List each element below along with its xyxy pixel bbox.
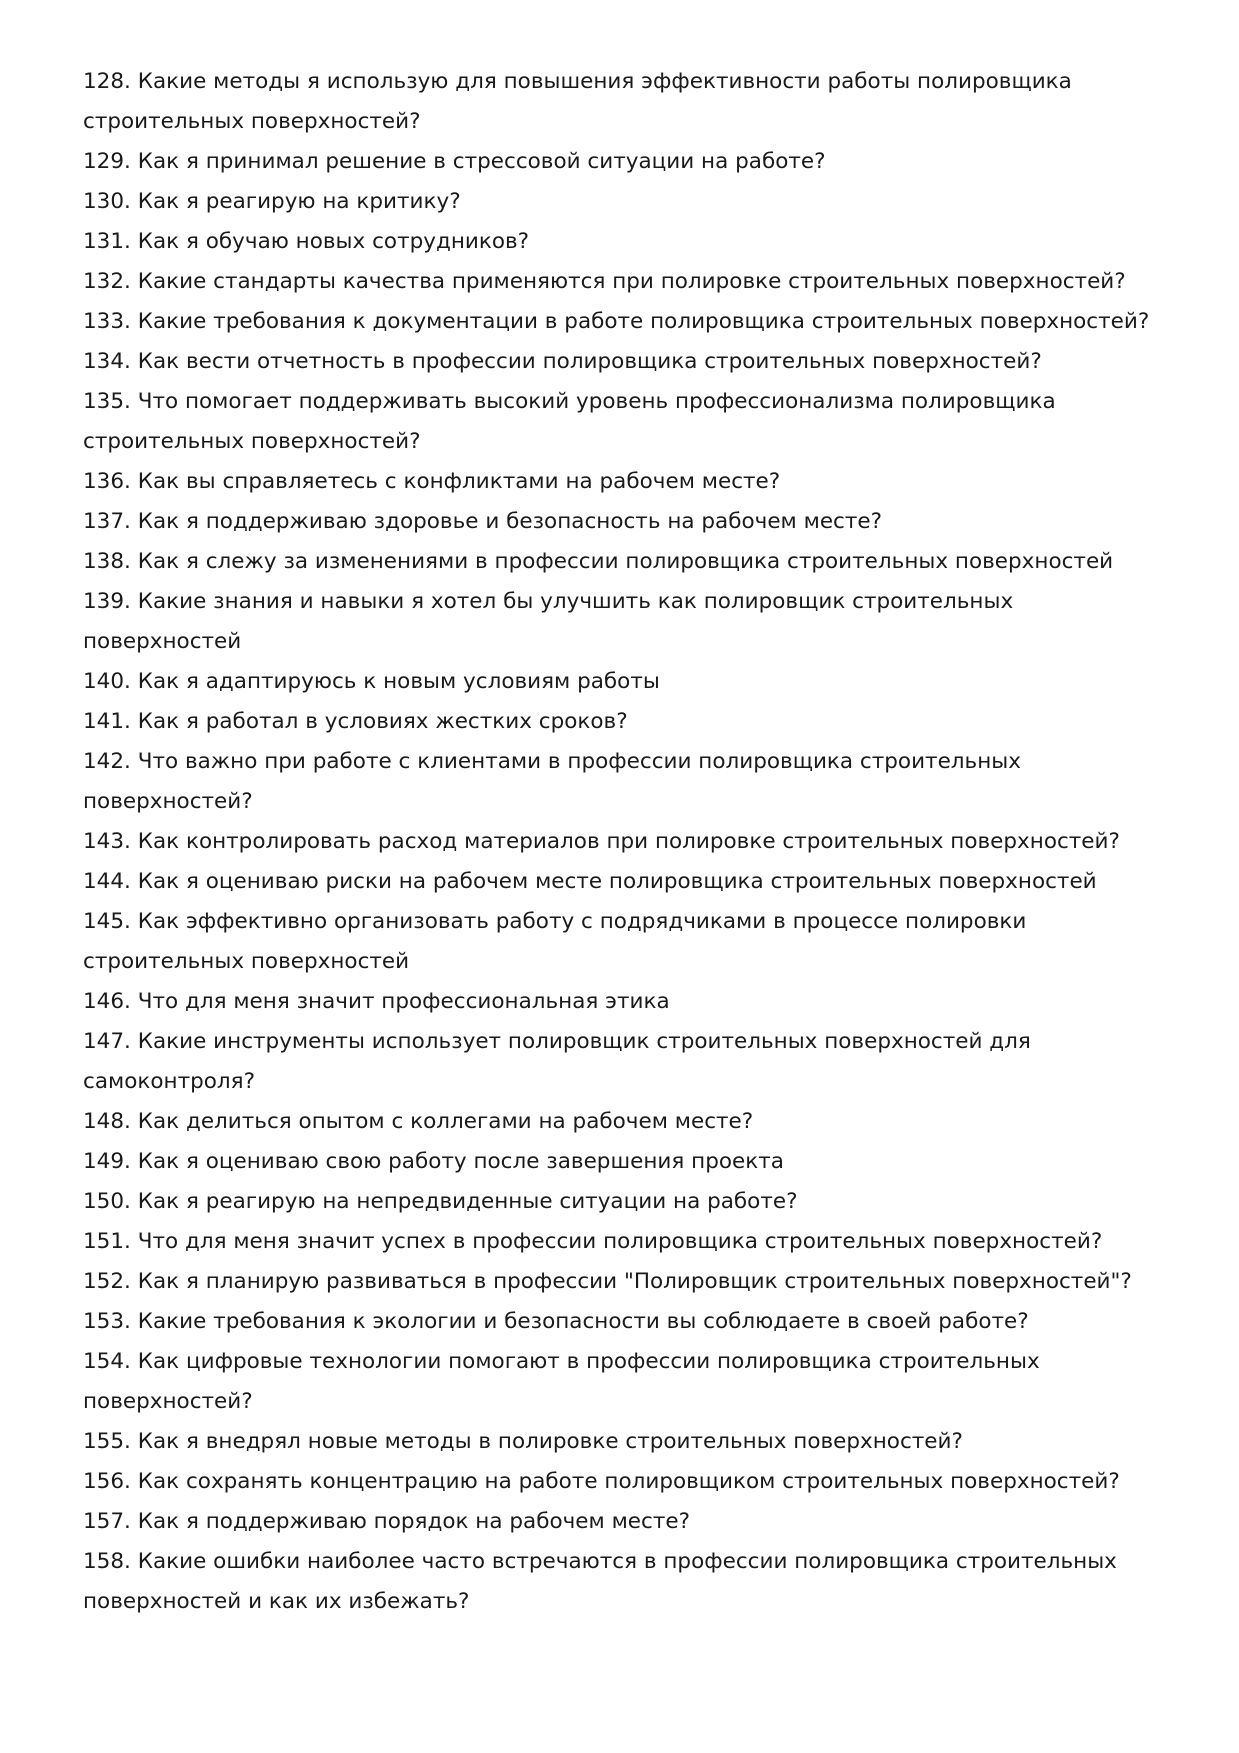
question-item: 157. Как я поддерживаю порядок на рабочем месте? [83,1509,691,1534]
question-item: 146. Что для меня значит профессиональная этика [83,989,670,1014]
question-item: 134. Как вести отчетность в профессии полировщика строительных поверхностей? [83,349,1042,374]
question-item: 158. Какие ошибки наиболее часто встречаются в профессии полировщика строительных поверхностей и как их избежать? [83,1549,1117,1614]
question-item: 139. Какие знания и навыки я хотел бы улучшить как полировщик строительных поверхностей [83,589,1014,654]
question-item: 130. Как я реагирую на критику? [83,189,461,214]
question-item: 150. Как я реагирую на непредвиденные ситуации на работе? [83,1189,798,1214]
question-item: 137. Как я поддерживаю здоровье и безопасность на рабочем месте? [83,509,883,534]
question-list [83,62,1173,1622]
question-item: 145. Как эффективно организовать работу с подрядчиками в процессе полировки строительных поверхностей [83,909,1027,974]
question-item: 133. Какие требования к документации в работе полировщика строительных поверхностей? [83,309,1150,334]
question-item: 136. Как вы справляетесь с конфликтами на рабочем месте? [83,469,781,494]
question-item: 147. Какие инструменты использует полировщик строительных поверхностей для самоконтроля? [83,1029,1031,1094]
question-item: 131. Как я обучаю новых сотрудников? [83,229,530,254]
question-item: 142. Что важно при работе с клиентами в профессии полировщика строительных поверхностей? [83,749,1021,814]
question-item: 129. Как я принимал решение в стрессовой ситуации на работе? [83,149,826,174]
question-item: 144. Как я оцениваю риски на рабочем месте полировщика строительных поверхностей [83,869,1097,894]
question-item: 153. Какие требования к экологии и безопасности вы соблюдаете в своей работе? [83,1309,1029,1334]
question-item: 141. Как я работал в условиях жестких сроков? [83,709,628,734]
question-item: 148. Как делиться опытом с коллегами на рабочем месте? [83,1109,754,1134]
question-item: 151. Что для меня значит успех в профессии полировщика строительных поверхностей? [83,1229,1103,1254]
question-item: 140. Как я адаптируюсь к новым условиям работы [83,669,660,694]
question-item: 135. Что помогает поддерживать высокий уровень профессионализма полировщика строительных поверхностей? [83,389,1056,454]
question-item: 154. Как цифровые технологии помогают в профессии полировщика строительных поверхностей? [83,1349,1040,1414]
question-item: 138. Как я слежу за изменениями в профессии полировщика строительных поверхностей [83,549,1114,574]
question-item: 132. Какие стандарты качества применяются при полировке строительных поверхностей? [83,269,1126,294]
question-item: 152. Как я планирую развиваться в профессии "Полировщик строительных поверхностей"? [83,1269,1132,1294]
question-item: 156. Как сохранять концентрацию на работе полировщиком строительных поверхностей? [83,1469,1120,1494]
question-item: 143. Как контролировать расход материалов при полировке строительных поверхностей? [83,829,1120,854]
question-item: 155. Как я внедрял новые методы в полировке строительных поверхностей? [83,1429,963,1454]
question-item: 128. Какие методы я использую для повышения эффективности работы полировщика строительных поверхностей? [83,69,1072,134]
question-item: 149. Как я оцениваю свою работу после завершения проекта [83,1149,784,1174]
